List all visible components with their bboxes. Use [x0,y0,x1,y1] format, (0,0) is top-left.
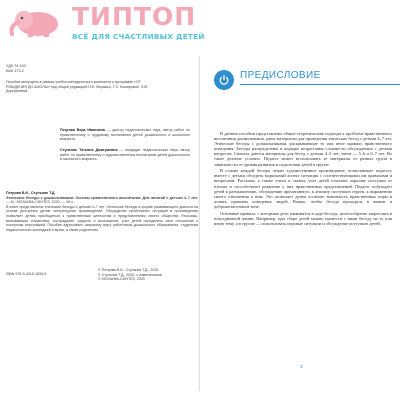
author-name-2: Стульник Татьяна Дмитриевна [60,148,118,152]
page-number: 3 [300,364,303,369]
power-icon [214,70,234,90]
section-header [214,64,396,96]
author-bio-2 [60,148,190,162]
catalog-author: Петрова В.И., Стульник Т.Д. [6,191,56,195]
author-desc-2: — кандидат педагогических наук, автор работ по нравственному и художественному воспитанию детей дошкольного и школьного возраста. [60,148,190,162]
brand-name: ТИПТОП [72,2,197,31]
book-spread [0,56,400,391]
copyright-line: © Стульник Т.Д., 2020, с изменениями [98,272,162,277]
copyright-line: © Петрова В.И., Стульник Т.Д., 2015 [98,268,159,272]
isbn: ISBN 978-5-4315-1839-5 [6,272,47,276]
author-name-1: Петрова Вера Ивановна [60,128,105,132]
right-page [200,56,400,391]
udk-code: УДК 74.100 [6,64,26,68]
preface-paragraph: Основные правила, с которыми дети знакомятся в ходе беседы, целесообразно закреплять в повседневной жизни. Например, при сборе детей можно провести с ними беседу на ту или иную тему, а в группе — использовать игровые ситуации и обсуждение поступков детей. [214,210,392,226]
copyright-block [98,268,162,282]
brand-logo[interactable] [8,4,208,44]
brand-tagline: ВСЁ ДЛЯ СЧАСТЛИВЫХ ДЕТЕЙ [72,32,205,41]
classification-codes [6,64,26,74]
bbk-code: ББК 373.2 [6,69,24,73]
section-title: ПРЕДИСЛОВИЕ [240,70,321,81]
catalog-entry [6,191,198,232]
catalog-imprint: — М.: МОЗАИКА-СИНТЕЗ, 2020. — 96 с. [6,200,75,205]
copyright-line: © МОЗАИКА-СИНТЕЗ, 2020 [98,277,145,282]
catalog-title: Этические беседы с дошкольниками: Основы нравственного воспитания: Для занятий с детьми 4–7 лет. [6,195,198,200]
intro-note: Пособие выпущено в рамках учебно-методического комплекта к программе «ОТ РОЖДЕНИЯ ДО ШКОЛЫ» под общей редакцией Н.Е. Вераксы, Т.С. Комаровой, Э.М. Дорофеевой. [6,80,149,94]
elephant-icon [8,6,68,38]
catalog-description: В книге представлены этические беседы с детьми 4–7 лет. Этические беседы в форме развивающего диалога на основе доступных детям литературных произведений. Обсуждение проблемных ситуаций в произведении позволяет детям приобщиться к нравственным ценностям и представлениям своего общества. Рассказы, вызывающие сочувствие, сострадание, радость и восхищение, учат детей определять свое отношение к поступкам персонажей. Пособие адресовано широкому кругу работников дошкольного образования, студентам педагогических колледжей и вузов, а также родителям. [6,204,198,232]
section-rule [240,84,400,85]
left-page [0,56,200,391]
preface-paragraph: В основе каждой беседы лежит художественное произведение, позволяющее педагогу вместе с детьми обсудить моральный аспект ситуации с соответствующими им правилами и вопросами. Рассказы, а также стихи и сказки, учат детей отличать хорошие поступки от плохих и способствуют развитию у них нравственных представлений. Педагог побуждает детей к размышлению, обсуждению прочитанного, к анализу поступков героев, к выражению своего отношения к ним. Это позволяет детям осознать значимость нравственных норм и понять причины поведения людей. Важно, чтобы беседа проходила в живом и доброжелательном тоне. [214,168,392,209]
preface-paragraph: В данном пособии представлены общие теоретические подходы к проблеме нравственного воспитания дошкольников, даны материалы для проведения этических бесед с детьми 4–7 лет. Этические беседы с дошкольниками, раскрывающие то или иное правило нравственного поведения. Беседы распределены в порядке возрастания сложности обсуждаемых с детьми вопросов. Сначала даются материалы для бесед с детьми 4–5 лет, затем — 5–6 и 6–7 лет. Но такое деление условно. Педагог может использовать те материалы от разных групп в зависимости от уровня развития и подготовки детей в группе. [214,131,392,167]
author-desc-1: — доктор педагогических наук, автор работ по нравственному и трудовому воспитанию детей дошкольного и школьного возраста. [60,128,190,142]
preface-text [214,131,392,227]
author-bio-1 [60,128,190,142]
